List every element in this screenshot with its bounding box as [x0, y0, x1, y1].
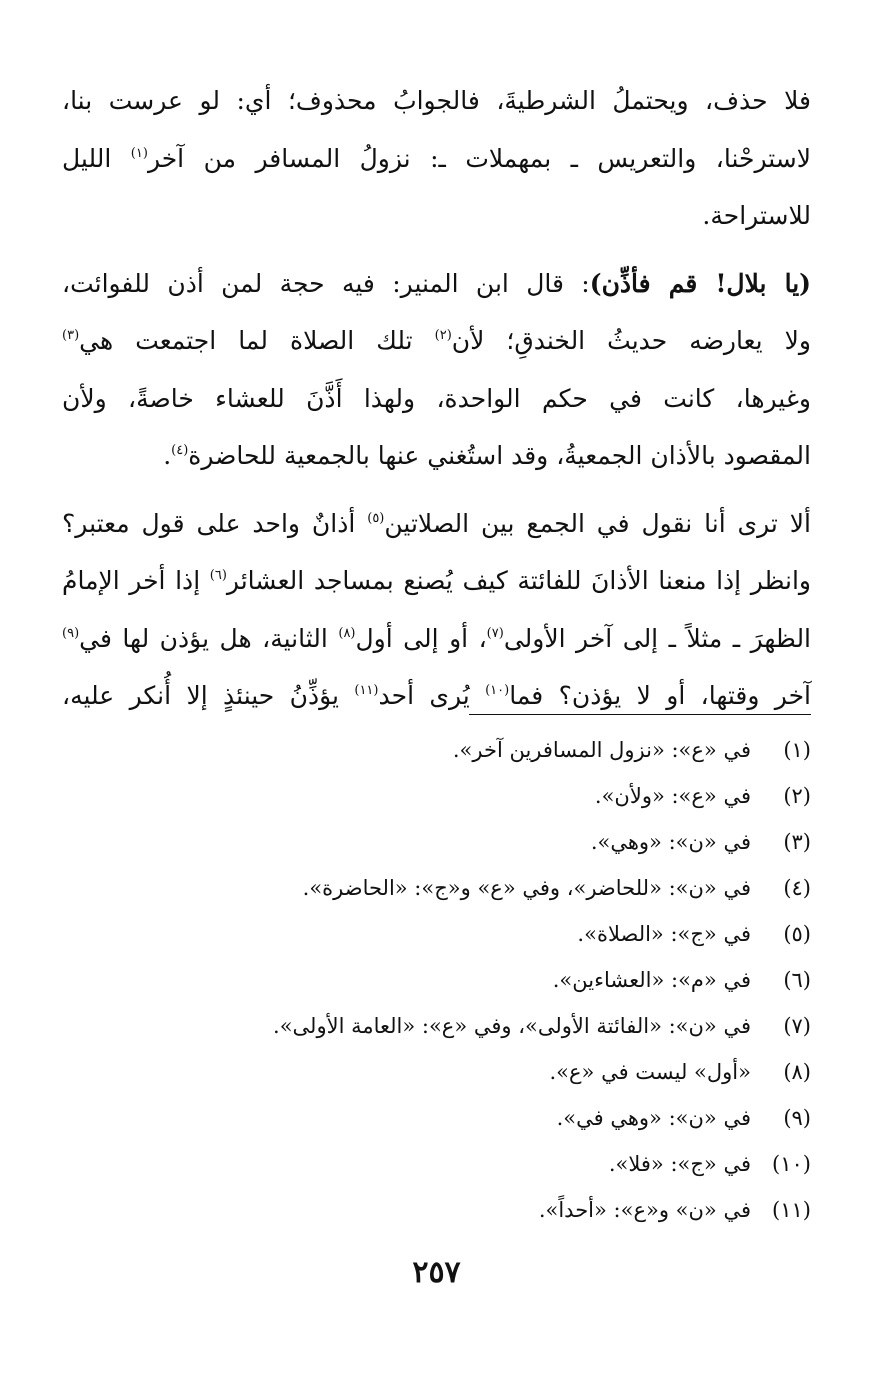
footnote [62, 1141, 811, 1187]
footnote-ref: (٥) [367, 510, 385, 526]
text-line: وانظر إذا منعنا الأذانَ للفائتة كيف يُصنع بمساجد العشائر$^{(٦)}$ إذا أخر الإمامُ [62, 566, 811, 595]
page-number: ٢٥٧ [412, 1255, 461, 1290]
text-line: المقصود بالأذان الجمعيةُ، وقد استُغني عنها بالجمعية للحاضرة$^{(٤)}$. [163, 441, 811, 470]
footnote [62, 1095, 811, 1141]
text-line: فلا حذف، ويحتملُ الشرطيةَ، فالجوابُ محذوف؛ أي: لو عرست بنا، [62, 86, 811, 115]
footnote-ref: (٩) [62, 625, 80, 641]
footnote-text: في «ن»: «وهي». [590, 830, 751, 854]
text-line: وغيرها، كانت في حكم الواحدة، ولهذا أَذَّنَ للعشاء خاصةً، ولأن [62, 383, 811, 413]
text-line: (يا بلال! قم فأذِّن): قال ابن المنير: فيه حجة لمن أذن للفوائت، [62, 268, 811, 298]
footnote-number: (١٠) [772, 1152, 811, 1176]
paragraph-1 [62, 72, 811, 245]
footnote [62, 957, 811, 1003]
text-line: الظهرَ ـ مثلاً ـ إلى آخر الأولى$^{(٧)}$، أو إلى أول$^{(٨)}$ الثانية، هل يؤذن لها في$^{(٩)}$ [62, 623, 812, 653]
footnote [62, 865, 811, 911]
footnote-number: (٣) [783, 830, 811, 854]
footnote-number: (٨) [783, 1060, 811, 1084]
footnote-ref: (٢) [434, 328, 452, 343]
footnote-text: في «ع»: «ولأن». [594, 784, 751, 808]
footnote-number: (٧) [783, 1014, 811, 1038]
footnote-number: (١١) [772, 1198, 811, 1222]
footnote-text: في «ن» و«ع»: «أحداً». [538, 1198, 751, 1222]
footnote-number: (٩) [783, 1106, 811, 1130]
footnote [62, 1187, 811, 1233]
footnote-ref: (٧) [486, 625, 504, 641]
footnote-ref: (٦) [209, 568, 227, 583]
footnote [62, 727, 811, 773]
text-line: ألا ترى أنا نقول في الجمع بين الصلاتين$^{(٥)}$ أذانٌ واحد على قول معتبر؟ [62, 508, 811, 538]
footnote-number: (٦) [783, 968, 811, 992]
paragraph-2 [62, 255, 811, 485]
footnote-text: في «ن»: «للحاضر»، وفي «ع» و«ج»: «الحاضرة». [302, 876, 751, 900]
footnote-number: (٥) [783, 922, 811, 946]
text-line: للاستراحة. [702, 201, 811, 230]
footnote-ref: (٨) [338, 625, 356, 641]
footnote-text: في «ج»: «فلا». [608, 1152, 751, 1176]
footnote-divider [469, 714, 811, 715]
paragraph-3 [62, 495, 811, 725]
text-line: آخر وقتها، أو لا يؤذن؟ فما$^{(١٠)}$ يُرى أحد$^{(١١)}$ يؤذِّنُ حينئذٍ إلا أُنكر عليه، [62, 681, 811, 710]
footnote-ref: (١١) [354, 683, 379, 698]
footnote-number: (٤) [783, 876, 811, 900]
footnote-text: في «ن»: «الفائتة الأولى»، وفي «ع»: «العامة الأولى». [273, 1014, 751, 1038]
footnote-ref: (١٠) [485, 683, 510, 698]
footnote [62, 819, 811, 865]
text-line: ولا يعارضه حديثُ الخندقِ؛ لأن$^{(٢)}$ تلك الصلاة لما اجتمعت هي$^{(٣)}$ [62, 326, 812, 355]
footnote-ref: (٤) [171, 443, 189, 458]
footnote-ref: (١) [130, 145, 148, 161]
footnote [62, 911, 811, 957]
footnote-text: في «ج»: «الصلاة». [577, 922, 751, 946]
footnote-text: في «ع»: «نزول المسافرين آخر». [452, 738, 751, 762]
footnote [62, 1003, 811, 1049]
footnote-text: «أول» ليست في «ع». [549, 1060, 751, 1084]
main-text [62, 72, 811, 725]
footnote [62, 773, 811, 819]
footnotes-list [62, 727, 811, 1233]
footnote-number: (٢) [783, 784, 811, 808]
footnote-text: في «ن»: «وهي في». [556, 1106, 751, 1130]
footnote [62, 1049, 811, 1095]
hadith-phrase: (يا بلال! قم فأذِّن) [589, 268, 811, 298]
footnote-text: في «م»: «العشاءين». [552, 968, 751, 992]
footnote-ref: (٣) [62, 328, 80, 343]
footnote-number: (١) [783, 738, 811, 762]
text-line: لاسترحْنا، والتعريس ـ بمهملات ـ: نزولُ المسافر من آخر$^{(١)}$ الليل [62, 143, 811, 173]
